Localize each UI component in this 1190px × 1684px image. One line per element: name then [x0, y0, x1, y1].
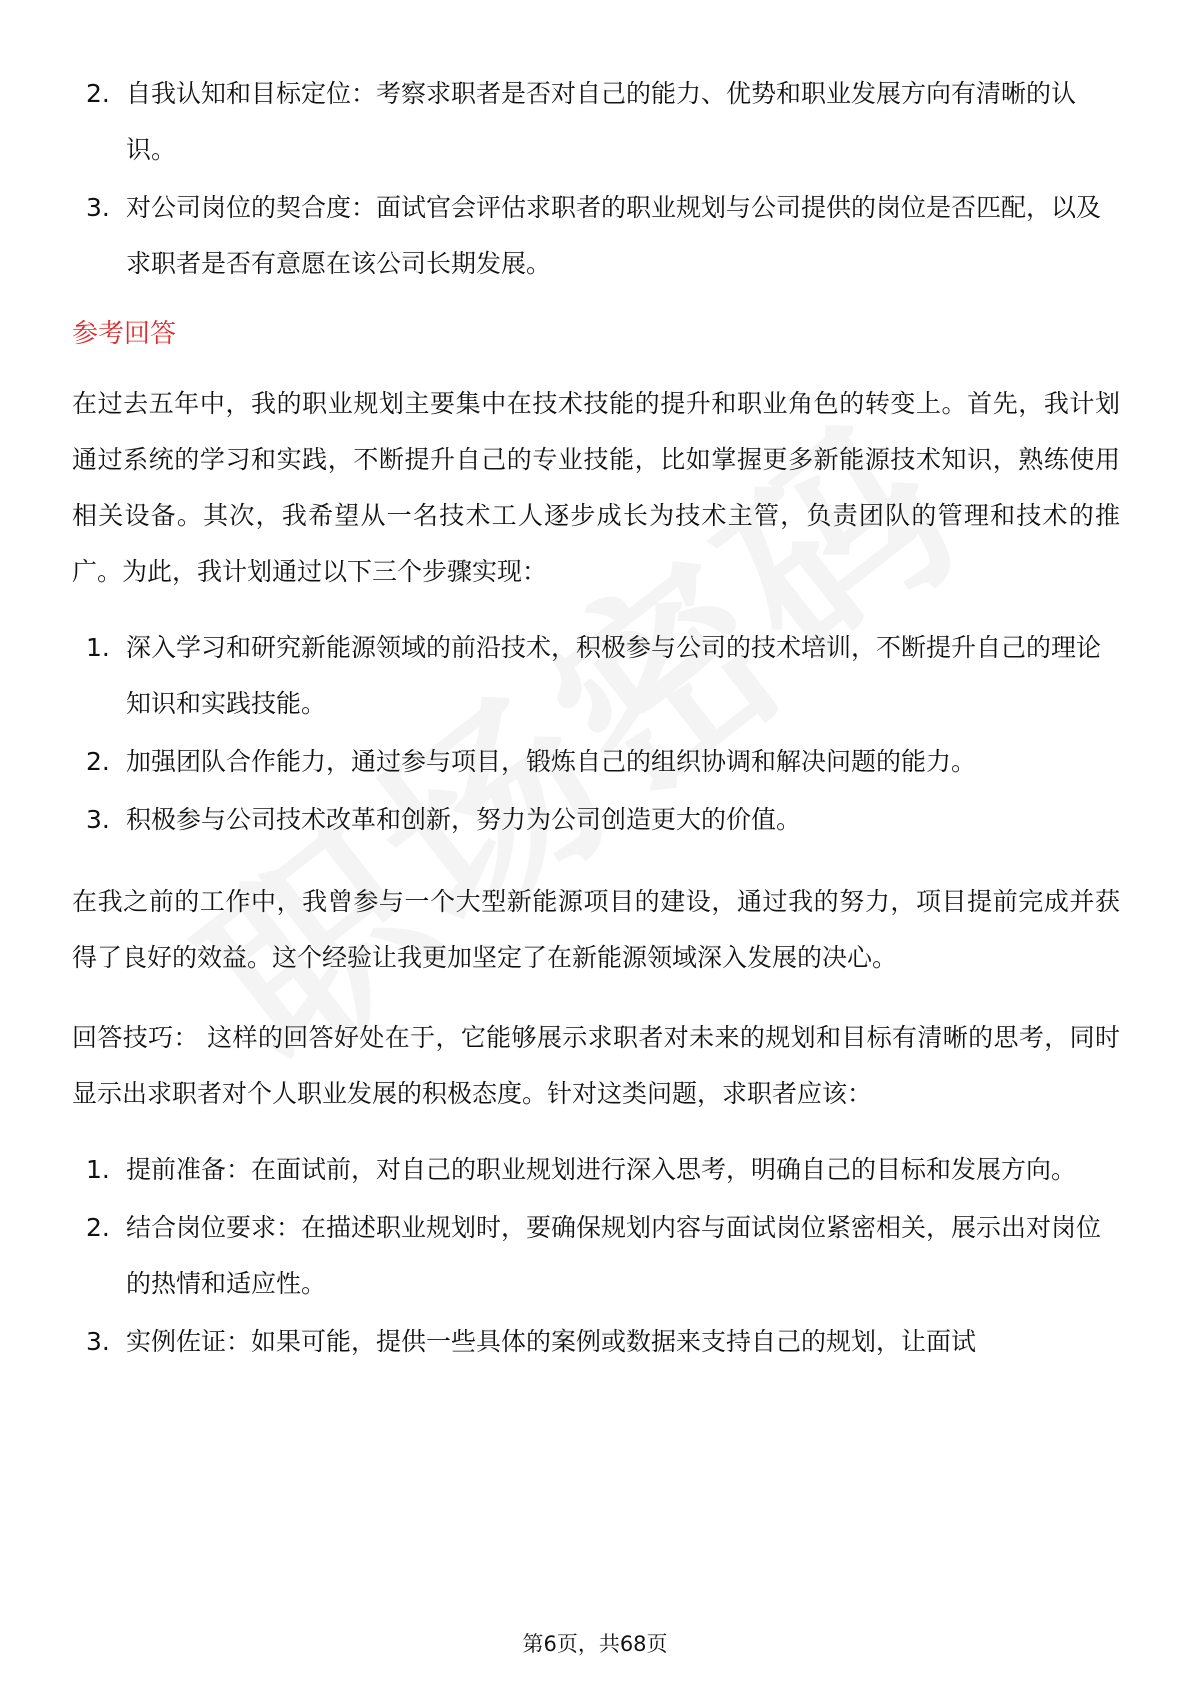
list-item: [72, 180, 1120, 292]
list-number: 1.: [86, 633, 110, 662]
page-number-footer: 第6页，共68页: [522, 1632, 668, 1656]
list-number: 2.: [86, 747, 110, 776]
list-number: 3.: [86, 193, 110, 222]
list-number: 2.: [86, 79, 110, 108]
page-content: [72, 66, 1120, 1372]
list-number: 3.: [86, 1327, 110, 1356]
list-item-text: 对公司岗位的契合度：面试官会评估求职者的职业规划与公司提供的岗位是否匹配，以及求职者是否有意愿在该公司长期发展。: [126, 193, 1102, 278]
list-item-text: 自我认知和目标定位：考察求职者是否对自己的能力、优势和职业发展方向有清晰的认识。: [126, 79, 1077, 164]
list-item-text: 结合岗位要求：在描述职业规划时，要确保规划内容与面试岗位紧密相关，展示出对岗位的热情和适应性。: [126, 1213, 1102, 1298]
tips-list: [72, 1142, 1120, 1370]
list-item-text: 积极参与公司技术改革和创新，努力为公司创造更大的价值。: [126, 805, 802, 834]
list-item-text: 提前准备：在面试前，对自己的职业规划进行深入思考，明确自己的目标和发展方向。: [126, 1155, 1077, 1184]
reference-answer-heading: 参考回答: [72, 319, 177, 349]
list-number: 2.: [86, 1213, 110, 1242]
list-item-text: 加强团队合作能力，通过参与项目，锻炼自己的组织协调和解决问题的能力。: [126, 747, 977, 776]
list-number: 3.: [86, 805, 110, 834]
list-item: [72, 620, 1120, 732]
list-item: [72, 1200, 1120, 1312]
list-item-text: 深入学习和研究新能源领域的前沿技术，积极参与公司的技术培训，不断提升自己的理论知识和实践技能。: [126, 633, 1102, 718]
list-item: [72, 792, 1120, 848]
experience-paragraph: 在我之前的工作中，我曾参与一个大型新能源项目的建设，通过我的努力，项目提前完成并获得了良好的效益。这个经验让我更加坚定了在新能源领域深入发展的决心。: [72, 887, 1120, 972]
tips-paragraph: 回答技巧： 这样的回答好处在于，它能够展示求职者对未来的规划和目标有清晰的思考，同时显示出求职者对个人职业发展的积极态度。针对这类问题，求职者应该：: [72, 1023, 1120, 1108]
list-item-text: 实例佐证：如果可能，提供一些具体的案例或数据来支持自己的规划，让面试: [126, 1327, 977, 1356]
list-item: [72, 66, 1120, 178]
list-item: [72, 734, 1120, 790]
reference-intro-paragraph: 在过去五年中，我的职业规划主要集中在技术技能的提升和职业角色的转变上。首先，我计划通过系统的学习和实践，不断提升自己的专业技能，比如掌握更多新能源技术知识，熟练使用相关设备。其次，我希望从一名技术工人逐步成长为技术主管，负责团队的管理和技术的推广。为此，我计划通过以下三个步骤实现：: [72, 389, 1120, 586]
steps-list: [72, 620, 1120, 848]
list-item: [72, 1314, 1120, 1370]
list-item: [72, 1142, 1120, 1198]
evaluation-list: [72, 66, 1120, 292]
list-number: 1.: [86, 1155, 110, 1184]
